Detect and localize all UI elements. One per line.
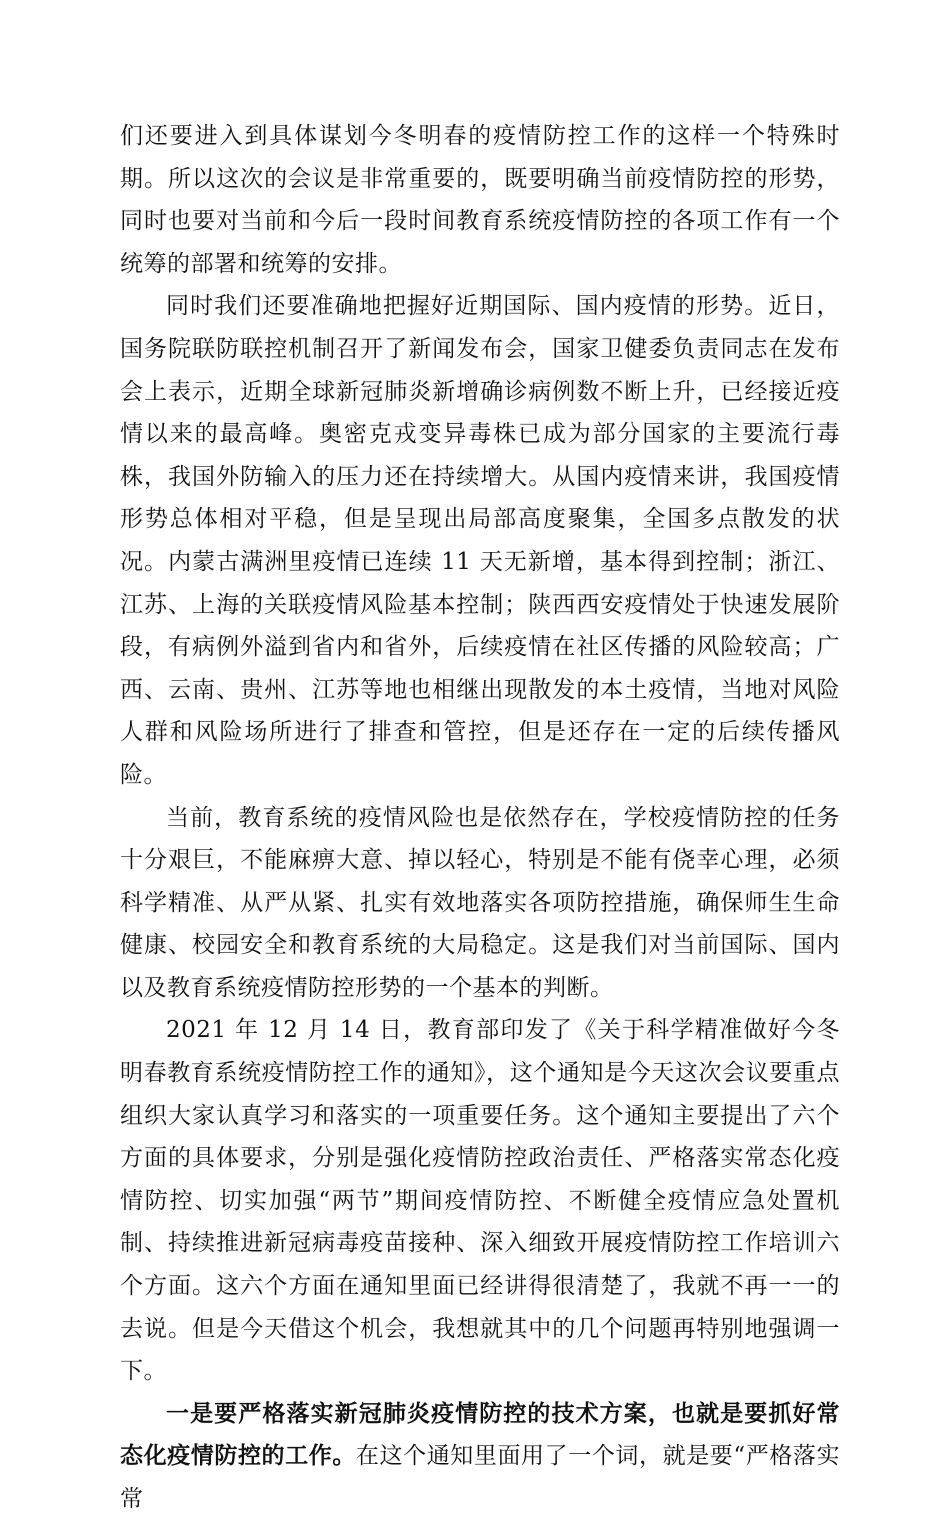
paragraph-3 [120, 797, 840, 1010]
paragraph-2 [120, 285, 840, 796]
paragraph-5-bold-heading: 一是要严格落实新冠肺炎疫情防控的技术方案，也就是要抓好常态化疫情防控的工作。 [120, 1399, 840, 1470]
paragraph-1 [120, 115, 840, 285]
paragraph-1-text: 们还要进入到具体谋划今冬明春的疫情防控工作的这样一个特殊时期。所以这次的会议是非常重要的，既要明确当前疫情防控的形势，同时也要对当前和今后一段时间教育系统疫情防控的各项工作有一个统筹的部署和统筹的安排。 [120, 123, 840, 277]
paragraph-3-text: 当前，教育系统的疫情风险也是依然存在，学校疫情防控的任务十分艰巨，不能麻痹大意、掉以轻心，特别是不能有侥幸心理，必须科学精准、从严从紧、扎实有效地落实各项防控措施，确保师生生命健康、校园安全和教育系统的大局稳定。这是我们对当前国际、国内以及教育系统疫情防控形势的一个基本的判断。 [120, 804, 840, 1001]
paragraph-4-text: 2021 年 12 月 14 日，教育部印发了《关于科学精准做好今冬明春教育系统疫情防控工作的通知》，这个通知是今天这次会议要重点组织大家认真学习和落实的一项重要任务。这个通知主要提出了六个方面的具体要求，分别是强化疫情防控政治责任、严格落实常态化疫情防控、切实加强“两节”期间疫情防控、不断健全疫情应急处置机制、持续推进新冠病毒疫苗接种、深入细致开展疫情防控工作培训六个方面。这六个方面在通知里面已经讲得很清楚了，我就不再一一的去说。但是今天借这个机会，我想就其中的几个问题再特别地强调一下。 [120, 1017, 840, 1385]
paragraph-5-text: 在这个通知里面用了一个词，就是要“严格落实常 [120, 1443, 841, 1512]
paragraph-2-text: 同时我们还要准确地把握好近期国际、国内疫情的形势。近日，国务院联防联控机制召开了新闻发布会，国家卫健委负责同志在发布会上表示，近期全球新冠肺炎新增确诊病例数不断上升，已经接近疫情以来的最高峰。奥密克戎变异毒株已成为部分国家的主要流行毒株，我国外防输入的压力还在持续增大。从国内疫情来讲，我国疫情形势总体相对平稳，但是呈现出局部高度聚集，全国多点散发的状况。内蒙古满洲里疫情已连续 11 天无新增，基本得到控制；浙江、江苏、上海的关联疫情风险基本控制；陕西西安疫情处于快速发展阶段，有病例外溢到省内和省外，后续疫情在社区传播的风险较高；广西、云南、贵州、江苏等地也相继出现散发的本土疫情，当地对风险人群和风险场所进行了排查和管控，但是还存在一定的后续传播风险。 [120, 293, 840, 788]
paragraph-4 [120, 1009, 840, 1392]
document-body [120, 115, 840, 1521]
paragraph-5 [120, 1393, 840, 1521]
